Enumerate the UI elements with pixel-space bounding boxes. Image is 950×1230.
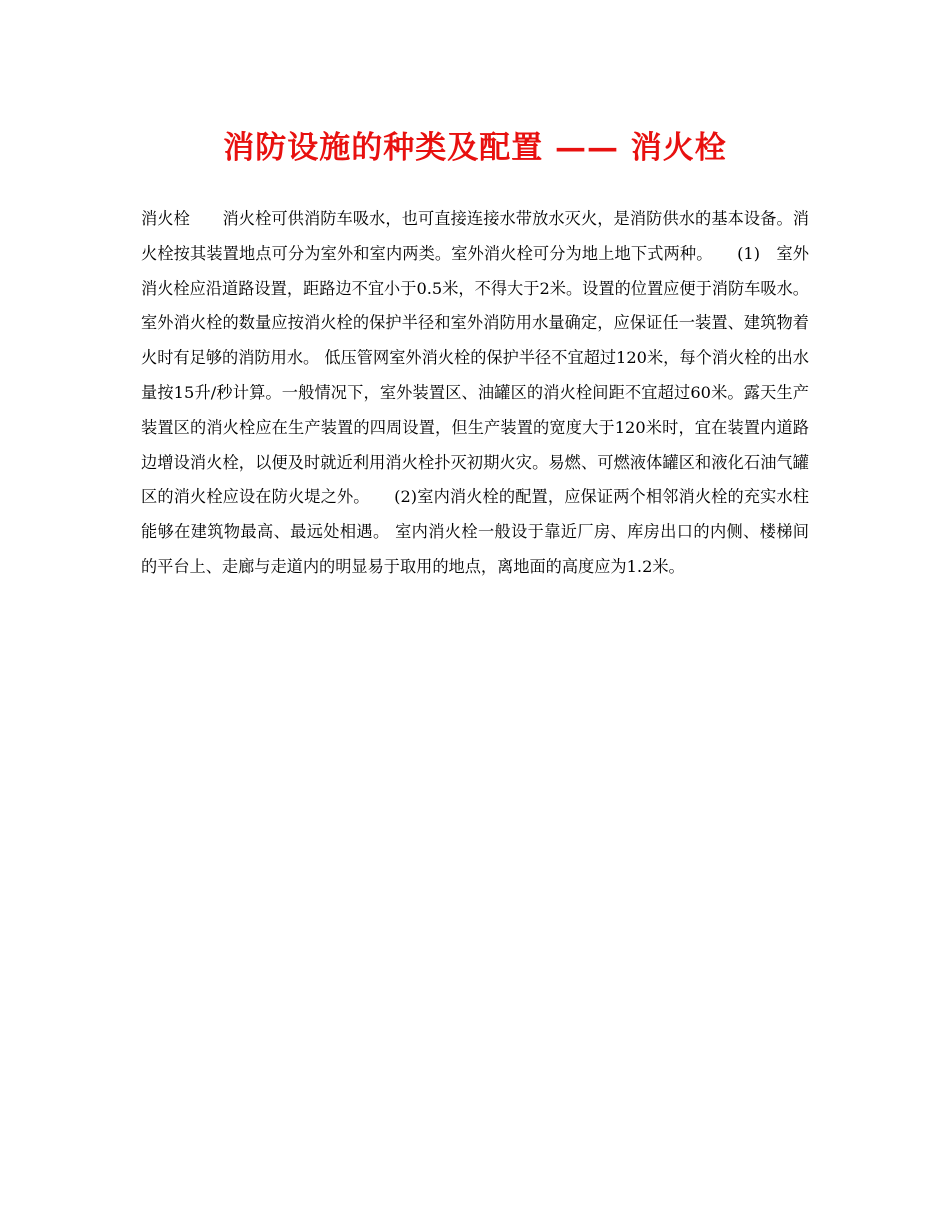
document-body-paragraph: 消火栓 消火栓可供消防车吸水，也可直接连接水带放水灭火，是消防供水的基本设备。消火栓按其装置地点可分为室外和室内两类。室外消火栓可分为地上地下式两种。 (1) 室外消火栓应沿道路设置，距路边不宜小于0.5米，不得大于2米。设置的位置应便于消防车吸水。室外消火栓的数量应按消火栓的保护半径和室外消防用水量确定，应保证任一装置、建筑物着火时有足够的消防用水。 低压管网室外消火栓的保护半径不宜超过120米，每个消火栓的出水量按15升/秒计算。一般情况下，室外装置区、油罐区的消火栓间距不宜超过60米。露天生产装置区的消火栓应在生产装置的四周设置，但生产装置的宽度大于120米时，宜在装置内道路边增设消火栓，以便及时就近利用消火栓扑灭初期火灾。易燃、可燃液体罐区和液化石油气罐区的消火栓应设在防火堤之外。 (2)室内消火栓的配置，应保证两个相邻消火栓的充实水柱能够在建筑物最高、最远处相遇。 室内消火栓一般设于靠近厂房、库房出口的内侧、楼梯间的平台上、走廊与走道内的明显易于取用的地点，离地面的高度应为1.2米。 — [141, 209, 809, 576]
document-title: 消防设施的种类及配置 —— 消火栓 — [223, 130, 727, 166]
